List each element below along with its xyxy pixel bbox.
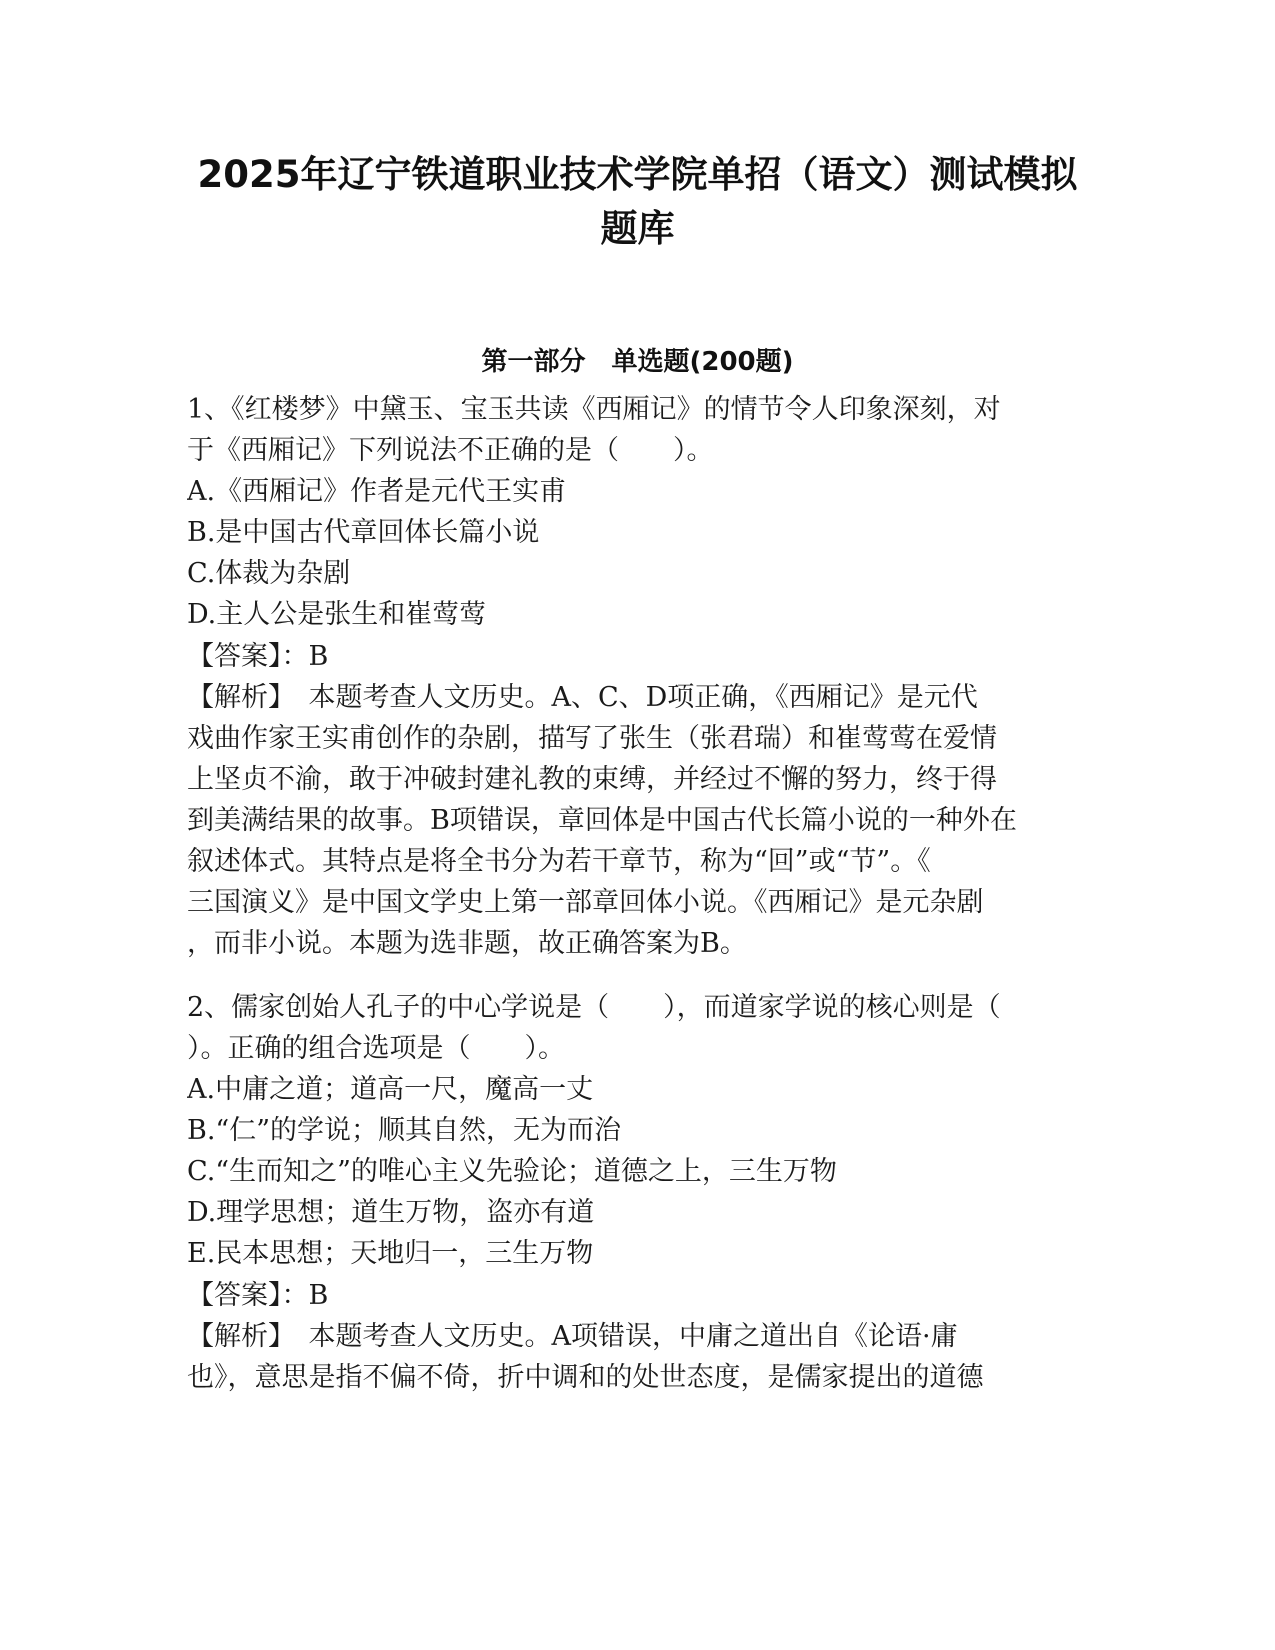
analysis-line: 也》，意思是指不偏不倚，折中调和的处世态度，是儒家提出的道德 — [187, 1362, 984, 1393]
analysis-line: 到美满结果的故事。B项错误，章回体是中国古代长篇小说的一种外在 — [187, 805, 1017, 836]
option-e: E.民本思想；天地归一，三生万物 — [187, 1238, 594, 1269]
option-d: D.主人公是张生和崔莺莺 — [187, 599, 487, 630]
option-b: B.是中国古代章回体长篇小说 — [187, 517, 540, 548]
option-d: D.理学思想；道生万物，盗亦有道 — [187, 1197, 595, 1228]
answer-line: 【答案】：B — [187, 1280, 329, 1311]
document-title-line-1: 2025年辽宁铁道职业技术学院单招（语文）测试模拟 — [197, 153, 1078, 196]
analysis-line: 上坚贞不渝，敢于冲破封建礼教的束缚，并经过不懈的努力，终于得 — [187, 764, 997, 795]
analysis-line: 戏曲作家王实甫创作的杂剧，描写了张生（张君瑞）和崔莺莺在爱情 — [187, 723, 997, 754]
document-title-line-2: 题库 — [600, 207, 675, 250]
option-a: A.中庸之道；道高一尺，魔高一丈 — [187, 1074, 594, 1105]
option-a: A.《西厢记》作者是元代王实甫 — [187, 476, 567, 507]
analysis-line: 【解析】 本题考查人文历史。A项错误，中庸之道出自《论语·庸 — [187, 1321, 958, 1352]
question-stem-line: 2、儒家创始人孔子的中心学说是（ ），而道家学说的核心则是（ — [187, 992, 1001, 1023]
analysis-line: ，而非小说。本题为选非题，故正确答案为B。 — [187, 928, 747, 959]
option-c: C.体裁为杂剧 — [187, 558, 351, 589]
analysis-line: 三国演义》是中国文学史上第一部章回体小说。《西厢记》是元杂剧 — [187, 887, 984, 918]
question-stem-line: 于《西厢记》下列说法不正确的是（ ）。 — [187, 435, 714, 466]
question-stem-line: 1、《红楼梦》中黛玉、宝玉共读《西厢记》的情节令人印象深刻，对 — [187, 394, 1001, 425]
analysis-line: 【解析】 本题考查人文历史。A、C、D项正确，《西厢记》是元代 — [187, 682, 978, 713]
section-heading: 第一部分 单选题(200题) — [481, 347, 794, 377]
question-stem-line: ）。正确的组合选项是（ ）。 — [187, 1033, 565, 1064]
answer-line: 【答案】：B — [187, 641, 329, 672]
option-c: C.“生而知之”的唯心主义先验论；道德之上，三生万物 — [187, 1156, 837, 1187]
option-b: B.“仁”的学说；顺其自然，无为而治 — [187, 1115, 622, 1146]
analysis-line: 叙述体式。其特点是将全书分为若干章节，称为“回”或“节”。《 — [187, 846, 931, 877]
